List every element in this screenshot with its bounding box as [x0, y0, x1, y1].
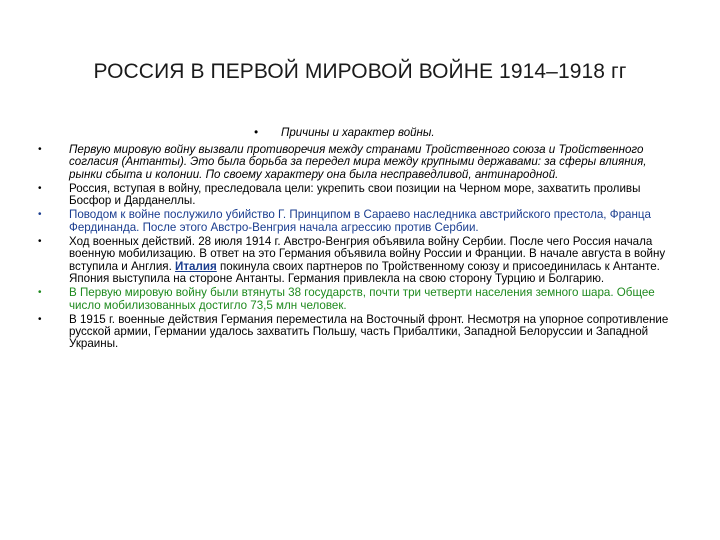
- list-item-pretext: [38, 209, 678, 234]
- bullet-list: [38, 144, 678, 353]
- list-item-text: Поводом к войне послужило убийство Г. Принципом в Сараево наследника австрийского престола, Франца Фердинанда. После этого Австро-Венгрия начала агрессию против Сербии.: [69, 208, 651, 234]
- list-item-text: Первую мировую войну вызвали противоречия между странами Тройственного союза и Тройственного согласия (Антанты). Это была борьба за передел мира между крупными державами: за сферы влияния, рынки сбыта и колонии. По своему характеру она была несправедливой, антинародной.: [69, 143, 647, 181]
- list-item-text-before: Ход военных действий. 28 июля 1914 г. Австро-Венгрия объявила войну Сербии. После чего Россия начала военную мобилизацию. В ответ на это Германия объявила войну России и Франции. В начале августа в войну вступила и Англия.: [69, 235, 666, 273]
- bullet-icon: •: [38, 209, 42, 221]
- list-item-text: В Первую мировую войну были втянуты 38 государств, почти три четверти населения земного шара. Общее число мобилизованных достигло 73,5 млн человек.: [69, 286, 655, 312]
- list-item-text: В 1915 г. военные действия Германия переместила на Восточный фронт. Несмотря на упорное сопротивление русской армии, Германии удалось захватить Польшу, часть Прибалтики, Западной Белоруссии и Западной Украины.: [69, 312, 669, 351]
- list-item-participants: [38, 287, 678, 312]
- list-item-causes: [38, 144, 678, 181]
- list-item-war-course: [38, 236, 678, 285]
- list-item-russia-goals: [38, 183, 678, 208]
- bullet-icon: •: [38, 144, 42, 155]
- bullet-icon: •: [38, 236, 42, 248]
- subtitle-text: Причины и характер войны.: [281, 127, 435, 139]
- bullet-icon: •: [254, 127, 259, 139]
- bullet-icon: •: [38, 287, 42, 299]
- italy-link[interactable]: Италия: [175, 259, 217, 273]
- list-item-text: Россия, вступая в войну, преследовала цели: укрепить свои позиции на Черном море, захватить проливы Босфор и Дарданеллы.: [69, 181, 641, 208]
- subtitle: [254, 127, 435, 139]
- bullet-icon: •: [38, 313, 42, 325]
- slide-title: РОССИЯ В ПЕРВОЙ МИРОВОЙ ВОЙНЕ 1914–1918 гг: [93, 60, 627, 83]
- list-item-text-after: покинула своих партнеров по Тройственному союзу и присоединилась к Антанте. Япония выступила на стороне Антанты. Германия привлекла на свою сторону Турцию и Болгарию.: [69, 259, 660, 285]
- bullet-icon: •: [38, 182, 42, 194]
- list-item-eastern-front: [38, 314, 678, 351]
